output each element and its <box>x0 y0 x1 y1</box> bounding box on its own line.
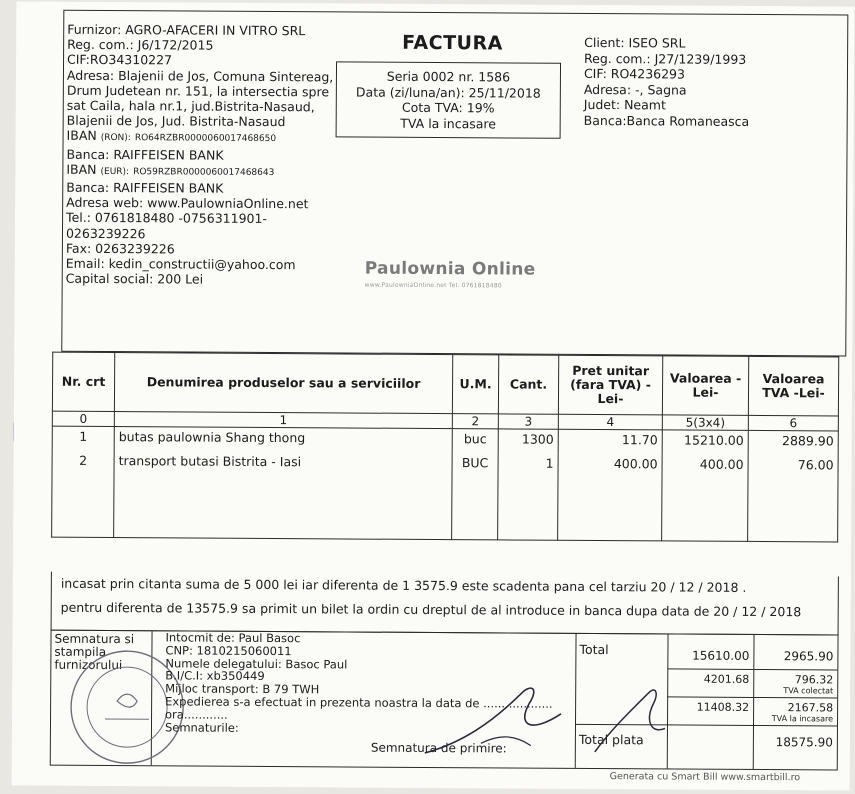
notes-box <box>51 572 839 636</box>
client-cif: CIF: RO4236293 <box>583 66 686 82</box>
col-header-um: U.M. <box>452 355 498 414</box>
signatures-label: Semnaturile: <box>164 719 239 735</box>
col-header-vat: Valoarea TVA -Lei- <box>748 356 838 416</box>
dispatch-statement: Expedierea s-a efectuat in prezenta noastra la data de ................... ora............ <box>165 694 553 722</box>
supplier-iban-ron: IBAN (RON): RO64RZBR0000060017468650 <box>66 128 277 145</box>
receipt-signature-label: Semnatura de primire: <box>370 740 507 756</box>
total-value: 15610.00 <box>692 648 750 663</box>
index-cell: 2 <box>452 414 498 429</box>
row-um: BUC <box>452 453 499 540</box>
client-bank: Banca:Banca Romaneasca <box>583 112 750 129</box>
logo-subtitle: www.PaulowniaOnline.net Tel. 0761818480 <box>364 281 502 290</box>
collected-value: 4201.68 <box>703 672 750 686</box>
supplier-signature-cell <box>51 631 153 766</box>
incasare-value: 11408.32 <box>696 700 750 714</box>
col-header-price: Pret unitar (fara TVA) -Lei- <box>558 355 662 415</box>
col-header-value: Valoarea -Lei- <box>662 356 748 416</box>
index-cell: 5(3x4) <box>662 415 748 431</box>
row-vat: 2889.90 <box>748 430 838 455</box>
prepared-by: Intocmit de: Paul Basoc <box>165 630 301 646</box>
col-header-nr: Nr. crt <box>52 352 114 411</box>
supplier-bank-1: Banca: RAIFFEISEN BANK <box>66 146 224 163</box>
total-label: Total <box>579 641 609 658</box>
row-qty: 1300 <box>498 429 558 454</box>
collected-vat: 796.32 <box>794 673 834 687</box>
collected-vat-label: TVA colectat <box>783 686 834 696</box>
row-qty: 1 <box>498 453 559 540</box>
logo-brand: Paulownia Online <box>364 258 536 280</box>
index-cell: 4 <box>558 414 662 430</box>
total-plata-label: Total plata <box>578 731 644 748</box>
incasare-vat: 2167.58 <box>787 701 834 715</box>
supplier-fax: Fax: 0263239226 <box>65 240 175 257</box>
supplier-block <box>66 22 343 288</box>
row-value: 15210.00 <box>662 430 748 455</box>
smartbill-credit: Generata cu Smart Bill www.smartbill.ro <box>609 771 801 784</box>
delegate-id: B.I/C.I: xb350449 <box>165 668 265 684</box>
supplier-signature-label: Semnatura si stampila furnizorului <box>54 631 135 673</box>
totals-values-cell <box>667 634 755 769</box>
row-um: buc <box>452 429 498 454</box>
row-nr: 2 <box>52 451 115 538</box>
delegate-cell <box>151 631 577 768</box>
row-name: butas paulownia Shang thong <box>114 427 452 454</box>
table-row <box>52 451 839 542</box>
incasare-vat-label: TVA la incasare <box>771 714 834 724</box>
index-cell: 0 <box>52 411 114 426</box>
invoice-vat-rate: Cota TVA: 19% <box>401 99 495 116</box>
invoice-seria: Seria 0002 nr. 1586 <box>386 68 511 85</box>
client-address: Adresa: -, Sagna <box>583 81 687 98</box>
supplier-cif: CIF:RO34310227 <box>67 52 173 68</box>
delegate-name: Numele delegatului: Basoc Paul <box>165 655 348 672</box>
supplier-bank-2: Banca: RAIFFEISEN BANK <box>66 179 224 196</box>
cnp: CNP: 1810215060011 <box>165 643 292 658</box>
footer-box <box>50 630 839 771</box>
supplier-address: Adresa: Blajenii de Jos, Comuna Sintereag, Drum Judetean nr. 151, la intersectia spre sat Caila, hala nr.1, jud.Bistrita-Nasaud, Blajenii de Jos, Jud. Bistrita-Nasaud <box>66 67 334 130</box>
col-header-qty: Cant. <box>498 355 558 414</box>
invoice-date: Data (zi/luna/an): 25/11/2018 <box>355 84 541 101</box>
note-line-1: incasat prin citanta suma de 5 000 lei iar diferenta de 1 3575.9 este scadenta pana cel tarziu 20 / 12 / 2018 . <box>60 575 747 595</box>
index-cell: 1 <box>114 412 452 429</box>
supplier-capital: Capital social: 200 Lei <box>65 271 204 287</box>
row-price: 400.00 <box>558 454 663 541</box>
supplier-tel: Tel.: 0761818480 -0756311901-0263239226 <box>65 210 268 241</box>
supplier-web: Adresa web: www.PaulowniaOnline.net <box>66 194 309 212</box>
client-judet: Judet: Neamt <box>583 97 666 113</box>
row-name: transport butasi Bistrita - Iasi <box>114 451 453 540</box>
index-cell: 6 <box>748 415 838 431</box>
row-nr: 1 <box>52 426 114 451</box>
index-cell: 3 <box>498 414 558 429</box>
handwritten-signature <box>421 673 572 764</box>
total-label-cell <box>575 634 669 769</box>
supplier-iban-eur: IBAN (EUR): RO59RZBR0000060017468643 <box>66 161 275 178</box>
client-reg-com: Reg. com.: J27/1239/1993 <box>584 50 747 67</box>
client-name: Client: ISEO SRL <box>584 34 686 51</box>
total-vat: 2965.90 <box>783 649 834 664</box>
invoice-sheet <box>12 1 855 790</box>
row-vat: 76.00 <box>748 455 839 542</box>
row-price: 11.70 <box>558 429 662 454</box>
supplier-reg-com: Reg. com.: J6/172/2015 <box>67 36 214 53</box>
company-logo <box>365 259 545 290</box>
transport-means: Mijloc transport: B 79 TWH <box>165 681 320 697</box>
invoice-meta-box <box>336 61 561 138</box>
client-block <box>584 35 835 130</box>
invoice-vat-cash: TVA la incasare <box>400 115 497 132</box>
row-value: 400.00 <box>662 454 749 541</box>
handwritten-signature-2 <box>589 682 669 762</box>
table-header-row <box>52 352 838 416</box>
totals-vat-cell <box>753 635 838 770</box>
col-header-name: Denumirea produselor sau a serviciilor <box>114 353 452 414</box>
supplier-name: Furnizor: AGRO-AFACERI IN VITRO SRL <box>67 21 306 39</box>
items-table <box>51 352 839 543</box>
invoice-title: FACTURA <box>402 31 503 55</box>
total-payment: 18575.90 <box>775 735 833 750</box>
note-line-2: pentru diferenta de 13575.9 sa primit un bilet la ordin cu dreptul de al introduce in banca dupa data de 20 / 12 / 2018 <box>60 599 802 620</box>
supplier-email: Email: kedin_constructii@yahoo.com <box>65 255 296 273</box>
